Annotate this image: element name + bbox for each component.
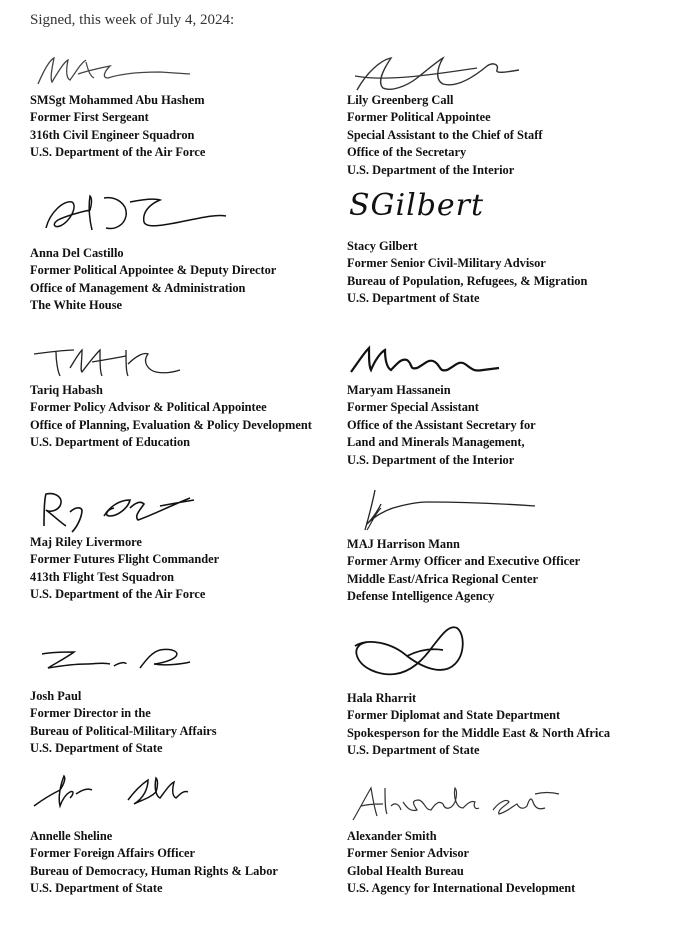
signed-intro: Signed, this week of July 4, 2024: — [30, 12, 235, 28]
signer-unit: 316th Civil Engineer Squadron — [30, 127, 195, 142]
signature-greenberg-call — [347, 52, 527, 94]
signer-title: Former Senior Advisor — [347, 846, 470, 861]
signature-abu-hashem — [30, 52, 200, 90]
signer-title: Former Futures Flight Commander — [30, 552, 220, 567]
signer-name: SMSgt Mohammed Abu Hashem — [30, 93, 205, 107]
signer-office: Middle East/Africa Regional Center — [347, 571, 538, 586]
signer-name: Anna Del Castillo — [30, 246, 124, 260]
signer-agency: U.S. Department of Education — [30, 435, 191, 450]
signer-agency: U.S. Department of the Air Force — [30, 145, 206, 160]
signer-office-2: Land and Minerals Management, — [347, 435, 525, 450]
signer-role: Spokesperson for the Middle East & North Africa — [347, 725, 611, 740]
signer-agency: U.S. Agency for International Development — [347, 881, 576, 896]
signer-office: Global Health Bureau — [347, 863, 464, 878]
signer-agency: U.S. Department of the Interior — [347, 162, 515, 177]
signer-name: Maryam Hassanein — [347, 383, 451, 397]
signer-name: Tariq Habash — [30, 383, 103, 397]
signer-title: Former Special Assistant — [347, 400, 479, 415]
signer-title: Former Political Appointee — [347, 110, 491, 125]
signer-title: Former Senior Civil-Military Advisor — [347, 256, 546, 271]
signer-name: Hala Rharrit — [347, 691, 417, 705]
signer-agency: U.S. Department of State — [347, 291, 480, 306]
signer-office: Office of the Assistant Secretary for — [347, 417, 536, 432]
signature-rharrit — [347, 620, 487, 684]
signer-name: Annelle Sheline — [30, 829, 113, 843]
signature-gilbert — [349, 188, 484, 223]
signature-mann — [347, 484, 547, 536]
signer-agency: U.S. Department of the Air Force — [30, 587, 206, 602]
signer-title: Former Army Officer and Executive Officer — [347, 554, 581, 569]
signature-text: SGilbert — [349, 188, 485, 223]
signer-title: Former First Sergeant — [30, 110, 149, 125]
signer-name: MAJ Harrison Mann — [347, 537, 460, 551]
signature-livermore — [30, 486, 200, 536]
signer-office: Office of Planning, Evaluation & Policy Development — [30, 417, 312, 432]
signer-title: Former Diplomat and State Department — [347, 708, 561, 723]
signer-agency: U.S. Department of State — [347, 743, 480, 758]
signer-agency: U.S. Department of State — [30, 741, 163, 756]
signer-name: Maj Riley Livermore — [30, 535, 142, 549]
signer-title: Former Political Appointee & Deputy Director — [30, 263, 277, 278]
signer-name: Alexander Smith — [347, 829, 437, 843]
signer-unit: 413th Flight Test Squadron — [30, 569, 175, 584]
signature-sheline — [30, 770, 210, 818]
signature-habash — [30, 342, 190, 380]
signer-agency: U.S. Department of the Interior — [347, 452, 515, 467]
signer-agency: U.S. Department of State — [30, 881, 163, 896]
signature-paul — [30, 642, 200, 676]
signature-del-castillo — [30, 190, 240, 238]
signer-office: Office of the Secretary — [347, 145, 467, 160]
signature-smith — [347, 780, 567, 826]
signer-office: Bureau of Political-Military Affairs — [30, 723, 217, 738]
signer-role: Special Assistant to the Chief of Staff — [347, 127, 543, 142]
signer-agency: The White House — [30, 298, 123, 313]
signer-office: Bureau of Democracy, Human Rights & Labor — [30, 863, 278, 878]
signer-office: Bureau of Population, Refugees, & Migration — [347, 273, 588, 288]
signer-title: Former Policy Advisor & Political Appointee — [30, 400, 267, 415]
signer-name: Josh Paul — [30, 689, 82, 703]
signer-agency: Defense Intelligence Agency — [347, 589, 495, 604]
signer-title: Former Foreign Affairs Officer — [30, 846, 196, 861]
signature-hassanein — [347, 342, 507, 378]
signer-office: Office of Management & Administration — [30, 280, 246, 295]
signer-name: Stacy Gilbert — [347, 239, 418, 253]
signer-title: Former Director in the — [30, 706, 151, 721]
signer-name: Lily Greenberg Call — [347, 93, 454, 107]
